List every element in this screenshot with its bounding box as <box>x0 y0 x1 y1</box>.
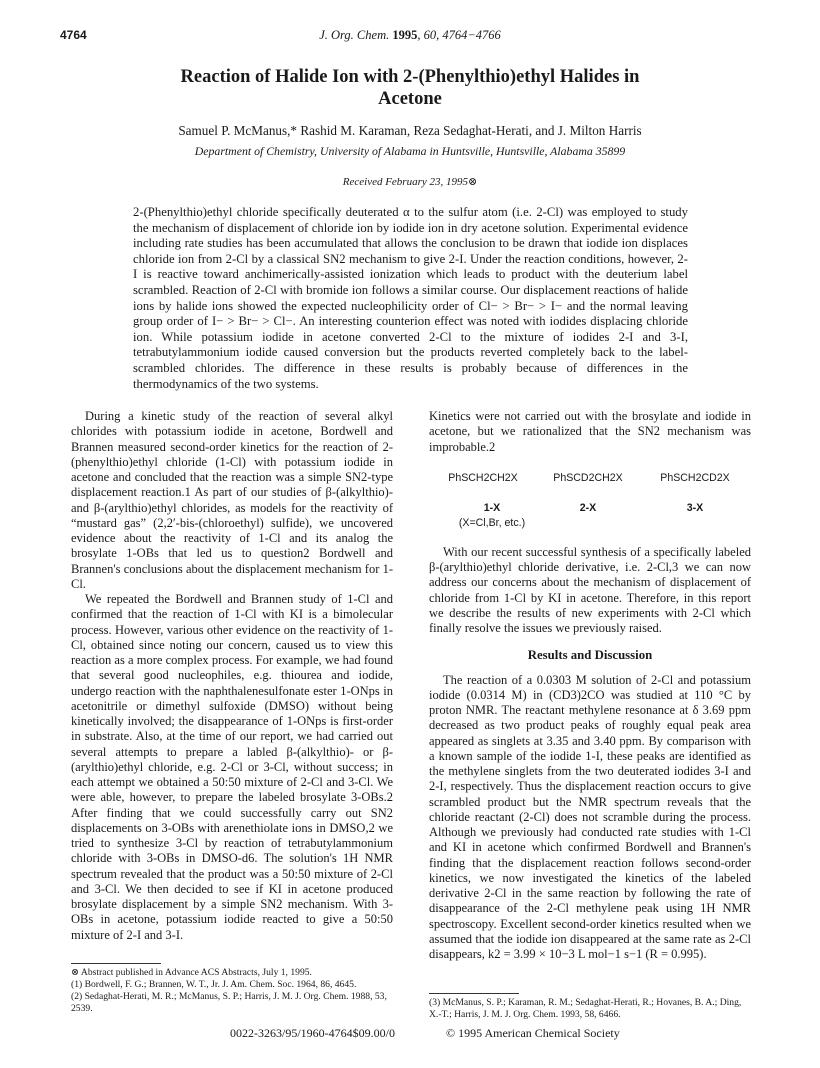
footnotes-right <box>429 997 751 1021</box>
kinetics-paragraph: Kinetics were not carried out with the brosylate and iodide in acetone, but we rationalized that the SN2 mechanism was improbable.2 <box>429 409 751 454</box>
abstract <box>133 205 688 392</box>
results-paragraph: The reaction of a 0.0303 M solution of 2-Cl and potassium iodide (0.0314 M) in (CD3)2CO was studied at 110 °C by proton NMR. The reactant methylene resonance at δ 3.69 ppm decreased as two product peaks of roughly equal peak area appeared as singlets at 3.35 and 3.40 ppm. By comparison with a known sample of the iodide 1-I, these peaks are identified as the methylene singlets from the two deuterated iodides 3-I and 2-I, respectively. Thus the displacement reaction occurs to give scrambled product but the NMR spectrum reveals that the chloride reactant (2-Cl) does not scramble during the process. Although we previously had conducted rate studies with 1-Cl and KI in acetone which confirmed Bordwell and Brannen's finding that the displacement reaction follows second-order kinetics, we now investigated the kinetics of the labeled derivative 2-Cl in the same reaction by following the rate of disappearance of the 2-Cl methylene peak using 1H NMR spectroscopy. Excellent second-order kinetics resulted when we assumed that the iodide ion disappeared at the same rate as 2-Cl disappears, k2 = 3.99 × 10−3 L mol−1 s−1 (R = 0.995). <box>429 672 751 961</box>
footnote-1: (1) Bordwell, F. G.; Brannen, W. T., Jr. J. Am. Chem. Soc. 1964, 86, 4645. <box>71 979 357 990</box>
running-header <box>60 28 760 48</box>
article-title: Reaction of Halide Ion with 2-(Phenylthio)ethyl Halides in Acetone <box>180 67 640 109</box>
journal-name: J. Org. Chem. <box>319 28 390 42</box>
journal-reference: J. Org. Chem. 1995, 60, 4764−4766 <box>319 28 501 42</box>
structure-formula-3: PhSCH2CD2X <box>660 471 730 484</box>
footnote-divider-left <box>71 963 161 964</box>
structure-formula-2: PhSCD2CH2X <box>553 471 623 484</box>
structure-label-1: 1-X <box>483 501 501 514</box>
synthesis-paragraph: With our recent successful synthesis of a specifically labeled β-(arylthio)ethyl chloride derivative, i.e. 2-Cl,3 we can now address our concerns about the mechanism of displacement of chloride from 1-Cl by KI in acetone. Therefore, in this report we describe the results of new experiments with 2-Cl which finally resolve the issues we previously raised. <box>429 544 751 635</box>
structure-label-2: 2-X <box>579 501 597 514</box>
footnotes-left <box>71 967 393 1015</box>
abstract-text: 2-(Phenylthio)ethyl chloride specifically deuterated α to the sulfur atom (i.e. 2-Cl) was employed to study the mechanism of displacement of chloride ion by iodide ion in dry acetone solution. Experimental evidence including rate studies has been accumulated that allows the conclusion to be drawn that iodide ion displaces chloride ion from 2-Cl by a classical SN2 mechanism to give 2-I. Under the reaction conditions, however, 2-I is reactive toward anchimerically-assisted ionization which leads to product with the deuterium label scrambled. Reaction of 2-Cl with bromide ion follows a similar course. Our displacement reactions of halide ions by halide ions showed the expected nucleophilicity order of Cl− > Br− > I− and the normal leaving group order of I− > Br− > Cl−. An interesting counterion effect was noted with iodides displacing chloride ion. While potassium iodide in acetone converted 2-Cl to the mixture of iodides 2-I and 3-I, tetrabutylammonium iodide caused conversion but the products reverted completely back to the label-scrambled chlorides. The difference in these results is probably because of differences in the thermodynamics of the two systems. <box>133 205 688 391</box>
received-date: Received February 23, 1995⊗ <box>342 176 478 188</box>
footnote-abstract: ⊗ Abstract published in Advance ACS Abstracts, July 1, 1995. <box>71 967 312 978</box>
article-code: 0022-3263/95/1960-4764$09.00/0 <box>230 1026 395 1040</box>
journal-year: 1995 <box>392 28 418 42</box>
footnote-3: (3) McManus, S. P.; Karaman, R. M.; Sedaghat-Herati, R.; Hovanes, B. A.; Ding, X.-T.; Harris, J. M. J. Org. Chem. 1993, 58, 6466. <box>429 997 742 1020</box>
structure-formula-1: PhSCH2CH2X <box>448 471 518 484</box>
page-number: 4764 <box>60 28 87 42</box>
footnote-divider-right <box>429 993 519 994</box>
structure-scheme <box>429 471 751 527</box>
journal-volume-pages: 60, 4764−4766 <box>423 28 501 42</box>
right-column <box>429 409 751 962</box>
section-heading: Results and Discussion <box>527 648 653 663</box>
left-column <box>71 409 393 943</box>
intro-paragraph-1: During a kinetic study of the reaction of several alkyl chlorides with potassium iodide in acetone, Bordwell and Brannen measured second-order kinetics for the reaction of 2-(phenylthio)ethyl chloride (1-Cl) with potassium iodide in acetone and concluded that the reaction was a simple SN2-type displacement reaction.1 As part of our studies of β-(alkylthio)- and β-(arylthio)ethyl chlorides, as models for the reactivity of “mustard gas” (2,2′-bis-(chloroethyl) sulfide), we uncovered evidence about the reactivity of 1-Cl and its analog the brosylate 1-OBs that led us to question2 Bordwell and Brannen's conclusions about the displacement mechanism for 1-Cl. <box>71 409 393 591</box>
structure-label-note: (X=Cl,Br, etc.) <box>458 517 526 529</box>
structure-label-3: 3-X <box>686 501 704 514</box>
author-list: Samuel P. McManus,* Rashid M. Karaman, Reza Sedaghat-Herati, and J. Milton Harris <box>178 123 642 138</box>
intro-paragraph-2: We repeated the Bordwell and Brannen study of 1-Cl and confirmed that the reaction of 1-Cl with KI is a bimolecular process. However, various other evidence on the reactivity of 1-Cl, obtained since noting our concern, caused us to view this reaction as a more complex process. For example, we had found that several good nucleophiles, e.g. thiourea and iodide, undergo reaction with the naphthalenesulfonate ester 1-ONps in acetonitrile or dimethyl sulfoxide (DMSO) without being kinetically involved; the disappearance of 1-ONps is first-order in substrate. Also, at the time of our report, we had carried out several attempts to prepare a labled β-(alkylthio)- or β-(arylthio)ethyl chloride, e.g. 2-Cl or 3-Cl, without success; in each attempt we obtained a 50:50 mixture of 2-Cl and 3-Cl. We were able, however, to prepare the labeled brosylate 3-OBs.2 After finding that we could successfully carry out SN2 displacements on 3-OBs with arenethiolate ions in DMSO,2 we tried to synthesize 3-Cl by reaction of tetrabutylammonium chloride with 3-OBs in DMSO-d6. The solution's 1H NMR spectrum revealed that the product was a 50:50 mixture of 2-Cl and 3-Cl. We then decided to see if KI in acetone produced brosylate displacement by a simple SN2 mechanism. With 3-OBs in acetone, potassium iodide reacted to give a 50:50 mixture of 2-I and 3-I. <box>71 592 393 942</box>
copyright: © 1995 American Chemical Society <box>446 1026 620 1040</box>
footnote-2: (2) Sedaghat-Herati, M. R.; McManus, S. P.; Harris, J. M. J. Org. Chem. 1988, 53, 2539. <box>71 991 387 1014</box>
affiliation: Department of Chemistry, University of Alabama in Huntsville, Huntsville, Alabama 35899 <box>194 144 626 158</box>
